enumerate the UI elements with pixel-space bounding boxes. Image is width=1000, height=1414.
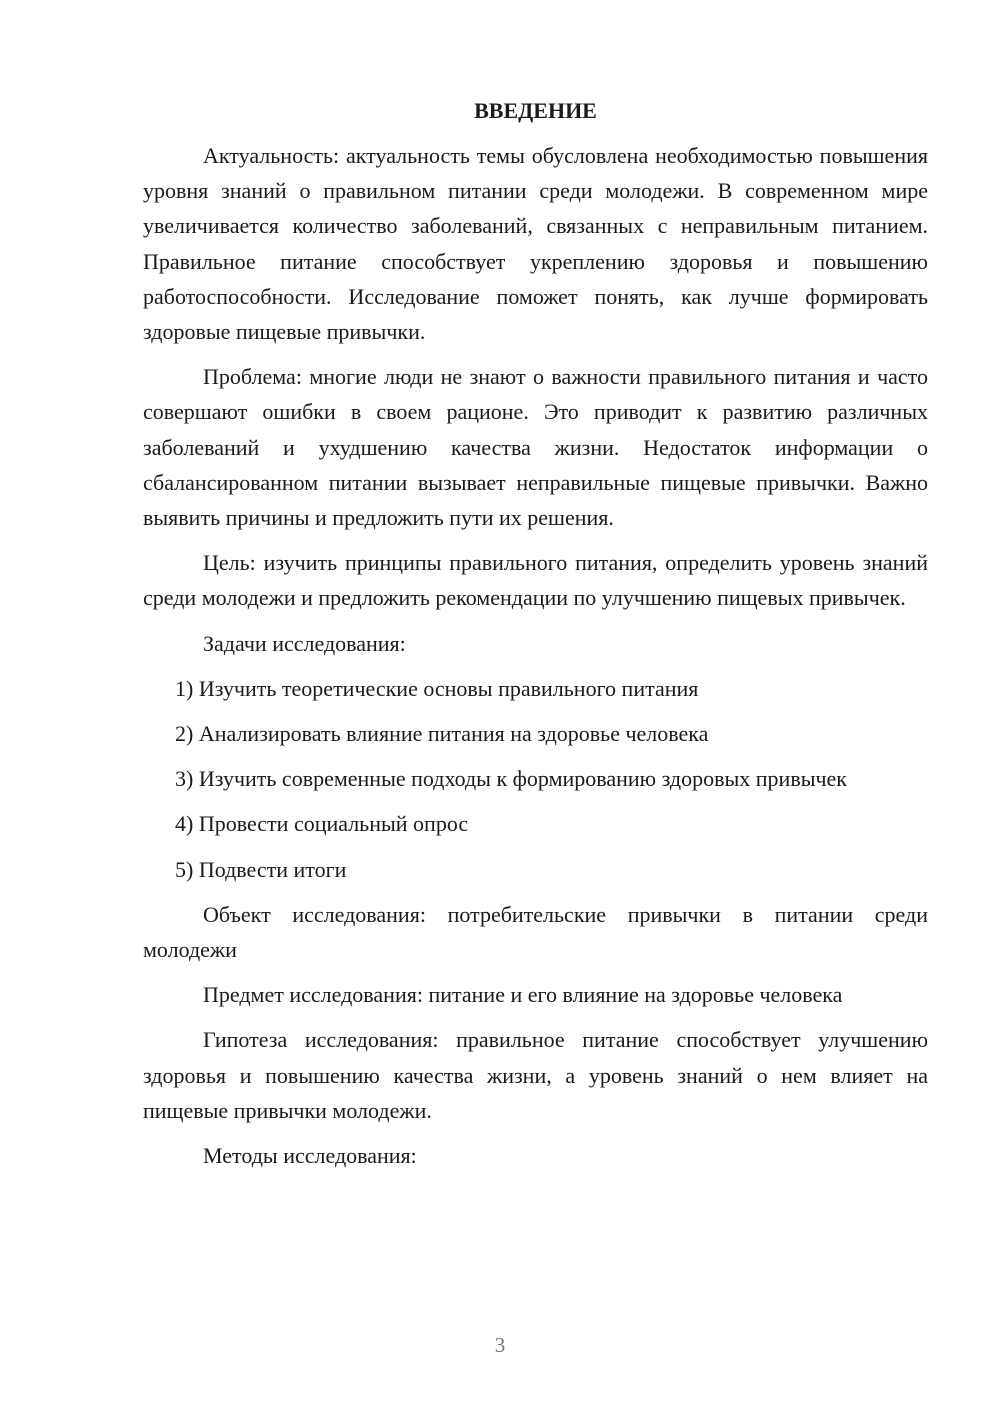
document-page	[143, 96, 928, 1183]
section-heading: ВВЕДЕНИЕ	[474, 98, 597, 123]
paragraph-goal: Цель: изучить принципы правильного питания, определить уровень знаний среди молодежи и предложить рекомендации по улучшению пищевых привычек.	[143, 550, 928, 611]
paragraph-subject: Предмет исследования: питание и его влияние на здоровье человека	[203, 982, 843, 1008]
paragraph-hypothesis: Гипотеза исследования: правильное питание способствует улучшению здоровья и повышению качества жизни, а уровень знаний о нем влияет на пищевые привычки молодежи.	[143, 1027, 928, 1123]
paragraph-problem: Проблема: многие люди не знают о важности правильного питания и часто совершают ошибки в своем рационе. Это приводит к развитию различных заболеваний и ухудшению качества жизни. Недостаток информации о сбалансированном питании вызывает неправильные пищевые привычки. Важно выявить причины и предложить пути их решения.	[143, 364, 928, 531]
tasks-heading: Задачи исследования:	[203, 630, 406, 656]
paragraph-relevance: Актуальность: актуальность темы обусловлена необходимостью повышения уровня знаний о правильном питании среди молодежи. В современном мире увеличивается количество заболеваний, связанных с неправильным питанием. Правильное питание способствует укреплению здоровья и повышению работоспособности. Исследование поможет понять, как лучше формировать здоровые пищевые привычки.	[143, 143, 928, 345]
task-item-3: 3) Изучить современные подходы к формированию здоровых привычек	[175, 766, 847, 792]
methods-heading: Методы исследования:	[203, 1143, 417, 1169]
task-item-1: 1) Изучить теоретические основы правильного питания	[175, 675, 699, 701]
paragraph-object: Объект исследования: потребительские привычки в питании среди молодежи	[143, 901, 928, 963]
page-number: 3	[494, 1333, 506, 1357]
task-item-5: 5) Подвести итоги	[175, 856, 347, 882]
task-item-4: 4) Провести социальный опрос	[175, 811, 469, 837]
task-item-2: 2) Анализировать влияние питания на здоровье человека	[175, 721, 709, 747]
